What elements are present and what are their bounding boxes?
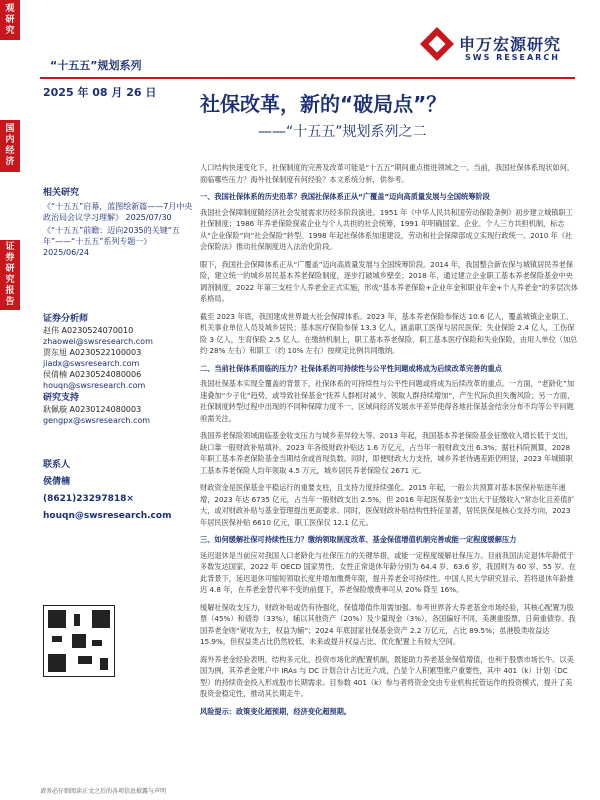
section-heading: 一、我国社保体系的历史沿革？我国社保体系正从“广覆盖”迈向高质量发展与全国统筹阶段 (200, 192, 490, 201)
analyst-email[interactable]: jiadx@swsresearch.com (43, 359, 140, 368)
body-paragraph: 我国养老保险领域面临基金收支压力与城乡差异较大等。2013 年起，我国基本养老保险基金征缴收入增长低于支出，缺口靠一般财政补贴填补。2023 年各级财政补贴达 1.6 万亿元，占当年一般财政支出 6.3%；据社科院测算，2028 年职工基本养老保险基金当期结余或首现负数。同时，即便财政大力支持，城乡养老待遇差距仍明显，2023 年城镇职工基本养老保险人均年领取 4.5 万元，城乡居民养老保险仅 2671 元。 (200, 431, 573, 475)
related-item[interactable]: 《“十五五”前瞻：迈向2035的关键“五年”——“十五五”系列专题一》 2025/06/24 (43, 226, 180, 257)
body-paragraph: 缓解社保收支压力，财政补贴或仍有待强化，保值增值作用需加强。参考世界各大养老基金市场经验，其核心配置为股票（45%）和债券（33%），辅以其他资产（20%）及少量现金（3%），各国偏好不同，美澳重股票，日荷重债券。我国养老金则“宽收为主，权益为辅”；2024 年底国家社保基金资产 2.2 万亿元，占比 89.5%；虽港股类收益达 15.9%，但权益类占比仍然较低，未来或提升权益占比、优化配置上有较大空间。 (200, 602, 576, 646)
assistant-name: 耿佩璇 A0230124080003 (43, 405, 142, 414)
analysts (43, 314, 193, 426)
tab-securities-report: 证券研究报告 (0, 240, 20, 310)
header-rule (40, 77, 575, 79)
analyst-email[interactable]: houqn@swsresearch.com (43, 381, 146, 390)
analyst-name: 贾东旭 A0230522100003 (43, 348, 142, 357)
body-paragraph: 我国社保基本实现全覆盖的背景下，社保体系的可持续性与公平性问题或将成为后续改革的重点。一方面，“老龄化”加速叠加“少子化”趋势，或导致社保基金“抚养人群相对减少、领取人群持续增加”，产生代际负担失衡风险；另一方面，社保制度转型过程中出现的不同种保障力度不一、区域间经济发展水平差异使得各地社保基金结余分布不均等公平问题亟需关注。 (200, 379, 575, 423)
body-paragraph: 眼下，我国社会保障体系正从“广覆盖”迈向高质量发展与全国统筹阶段。2014 年，我国整合新农保与城镇居民养老保险，建立统一的城乡居民基本养老保险制度，逐步打破城乡壁垒；2018 年，通过建立企业职工基本养老保险基金中央调剂制度，2022 年第三支柱个人养老金正式实施，形成“基本养老保险+企业年金和职业年金+个人养老金”的多层次体系格局。 (200, 259, 578, 303)
report-body (200, 162, 578, 721)
company-logo (425, 32, 575, 66)
analyst-name: 赵伟 A0230524070010 (43, 326, 134, 335)
body-paragraph: 截至 2023 年底，我国建成世界最大社会保障体系。2023 年，基本养老保险参保达 10.6 亿人，覆盖城镇企业职工、机关事业单位人员及城乡居民；基本医疗保险参保 13.3 亿人，涵盖职工医保与居民医保；失业保险 2.4 亿人，工伤保险 3 亿人，生育保险 2.5 亿人。在缴纳机制上，职工基本养老保险、职工基本医疗保险和失业保险，由用人单位（加总约 28% 左右）和职工（约 10% 左右）按规定比例共同缴纳。 (200, 311, 578, 355)
contact-email[interactable]: houqn@swsresearch.com (43, 511, 172, 521)
report-subtitle: ——“十五五”规划系列之二 (258, 124, 427, 140)
related-item[interactable]: 《“十五五”启幕，蓝图绘新篇——7月中央政治局会议学习理解》 2025/07/30 (43, 202, 193, 222)
section-heading: 二、当前社保体系面临的压力？社保体系的可持续性与公平性问题或将成为后续改革完善的重点 (200, 363, 502, 373)
related-research (43, 188, 193, 258)
intro-paragraph: 人口结构快速变化下，社保制度的完善及改革可能是“十五五”期间重点推进领域之一。当前，我国社保体系现状如何，面临哪些压力？海外社保制度有何经验？本文系统分析，供参考。 (200, 163, 575, 184)
body-paragraph: 延迟退休是当前应对我国人口老龄化与社保压力的关键举措，或能一定程度缓解社保压力。目前我国法定退休年龄低于多数发达国家，2022 年 OECD 国家男性、女性正常退休年龄分别为 64.4 岁、63.6 岁，我国则为 60 岁、55 岁。在此背景下，延迟退休可缩短领取长度并增加缴费年限，提升养老金可持续性。中国人民大学研究显示，若将退休年龄推迟 4.8 年，在养老金替代率不变的前提下，养老保险缴费率可从 20% 降至 16%。 (200, 550, 576, 594)
body-paragraph: 海外养老金经验表明，结构多元化、投资市场化的配置机制，既能助力养老基金保值增值，也利于股票市场长牛。以美国为例，其养老金账户中 IRAs 与 DC 计划合计占比近六成，凸显个人积累型账户重要性，其中 401（k）计划（DC 型）的持续资金投入形成股市长期需求。目参数 401（k）参与者将资金交由专业机构托管运作的投资模式，提升了美股资金稳定性，推动其长期走牛。 (200, 654, 574, 698)
analyst-email[interactable]: zhaowei@swsresearch.com (43, 337, 153, 346)
body-paragraph: 我国社会保障制度随经济社会发展需求历经多阶段演进。1951 年《中华人民共和国劳动保险条例》初步建立城镇职工社保制度；1986 年养老保险探索企业与个人共担的社会统筹，1991 年明确国家、企业、个人三方共担机制，标志从“企业保险”向“社会保险”转型。1998 年起社保体系加速建设，劳动和社会保障部成立实现行政统一。2010 年《社会保险法》推动社保制度进入法治化阶段。 (200, 207, 573, 251)
contact-heading: 联系人 (43, 460, 71, 470)
assistant-email[interactable]: gengpx@swsresearch.com (43, 416, 151, 425)
report-date: 2025 年 08 月 26 日 (43, 86, 157, 99)
footer-disclaimer: 请务必仔细阅读正文之后的各项信息披露与声明 (40, 788, 167, 795)
logo-text-cn: 申万宏源研究 (459, 35, 562, 54)
series-title: “十五五”规划系列 (50, 59, 142, 72)
assistant-heading: 研究支持 (43, 393, 80, 403)
qr-code (43, 605, 115, 677)
analyst-name: 侯倩楠 A0230524080006 (43, 370, 142, 379)
report-title: 社保改革，新的“破局点”？ (200, 92, 447, 116)
tab-research-type: 观研究 (0, 0, 20, 40)
logo-diamond-icon (420, 27, 454, 61)
section-heading: 三、如何缓解社保可持续性压力？缴纳领取制度改革、基金保值增值机制完善或能一定程度缓解压力 (200, 535, 517, 544)
contact-phone: (8621)23297818× (43, 494, 134, 504)
tab-domestic-economy: 国内经济 (0, 120, 20, 172)
logo-text-en: SWS RESEARCH (465, 53, 560, 62)
contact-name: 侯倩楠 (43, 477, 71, 487)
related-heading: 相关研究 (43, 188, 80, 198)
contact (43, 460, 193, 522)
body-paragraph: 财政资金是医保基金平稳运行的重要支柱，且支持力度持续强化。2015 年起，一般公共预算对基本医保补贴逐年递增，2023 年达 6735 亿元，占当年一般财政支出 2.5%，但 2016 年起医保基金“支出大于征缴收入”常态化且差值扩大，或对财政补贴与基金管理提出更高要求。同时，医保财政补贴结构性特征显著，居民医保是核心支持方向，2023 年居民医保补贴 6610 亿元，职工医保仅 12.1 亿元。 (200, 483, 575, 527)
risk-warning: 风险提示：政策变化超预期，经济变化超预期。 (200, 706, 351, 716)
analysts-heading: 证券分析师 (43, 314, 89, 324)
